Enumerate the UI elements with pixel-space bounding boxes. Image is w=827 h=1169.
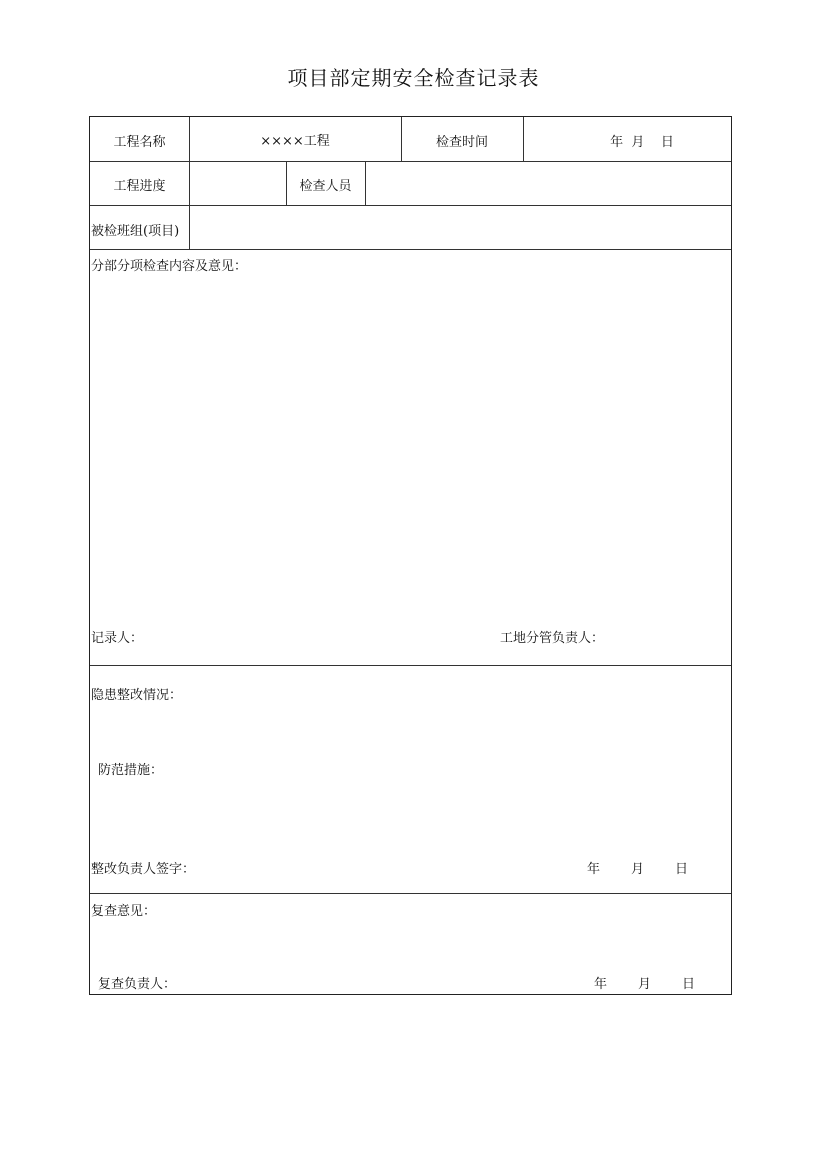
prevention-measures-label: 防范措施：	[98, 763, 164, 778]
project-progress-label: 工程进度	[113, 179, 166, 194]
section-divider	[90, 893, 731, 894]
inspected-team-field[interactable]	[190, 207, 728, 248]
project-name-label: 工程名称	[113, 135, 166, 150]
row-divider	[90, 249, 731, 250]
review-opinion-label: 复查意见：	[91, 904, 157, 919]
rectification-date-month: 月	[631, 862, 645, 877]
inspected-team-label: 被检班组(项目)	[91, 224, 180, 239]
column-divider	[365, 161, 366, 205]
project-name-value[interactable]: ××××工程	[260, 134, 330, 149]
check-time-value[interactable]: 年 月 日	[610, 135, 674, 150]
project-progress-field[interactable]	[190, 163, 285, 204]
rectification-signature-label: 整改负责人签字：	[91, 862, 196, 877]
column-divider	[523, 117, 524, 161]
hazard-rectification-label: 隐患整改情况：	[91, 688, 183, 703]
inspection-form-table	[89, 116, 732, 995]
reviewer-label: 复查负责人：	[98, 977, 177, 992]
row-divider	[90, 161, 731, 162]
section-divider	[90, 665, 731, 666]
row-divider	[90, 205, 731, 206]
check-time-label: 检查时间	[435, 135, 488, 150]
inspection-content-label: 分部分项检查内容及意见：	[91, 259, 248, 274]
recorder-label: 记录人：	[91, 631, 144, 646]
form-title: 项目部定期安全检查记录表	[287, 66, 540, 90]
inspector-label: 检查人员	[299, 179, 352, 194]
rectification-date-year: 年	[587, 862, 601, 877]
review-date-month: 月	[638, 977, 652, 992]
review-date-year: 年	[594, 977, 608, 992]
inspection-content-field[interactable]	[94, 279, 724, 619]
review-date-day: 日	[682, 977, 696, 992]
rectification-date-day: 日	[675, 862, 689, 877]
site-manager-label: 工地分管负责人：	[500, 631, 605, 646]
inspector-field[interactable]	[367, 163, 727, 204]
